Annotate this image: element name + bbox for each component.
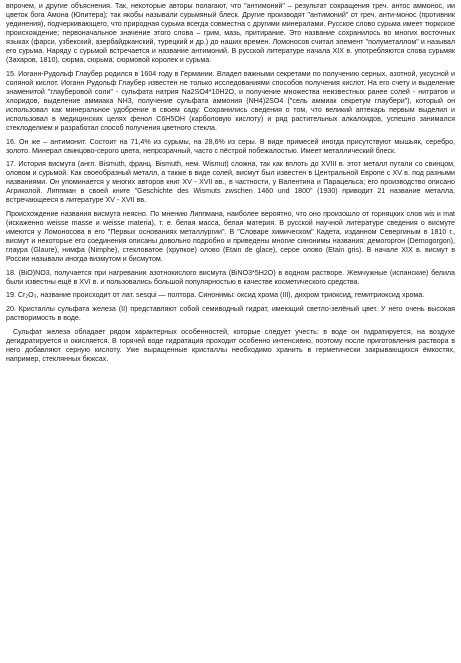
paragraph-bismuth-name-origin: Происхождение названия висмута неясно. По мнению Липпмана, наиболее вероятно, что оно произошло от горняцких слов wis и mat (искаженно weisse masse и weisse materia), т. е. белая масса, белая материя. В русской научной литературе сведения о висмуте имеются у Ломоносова в его "Первых основаниях металлургии". В "Словаре химическом" Кадета, изданном Севергиным в 1810 г., висмут и некоторые его соединения описаны довольно подробно и приведены многие синонимы названия: демогоргон (Demogorgon), глаура (Glaure), нимфа (Nimphe), стекловатое (хрупкое) олово (Etain de glace), серое олово (Etain gris). В начале XIX в. висмут в России называли иногда визмутом и бисмутом. — [6, 209, 455, 264]
note-18-bismuth-white: 18. (BiO)NO3, получается при нагревании азотнокислого висмута (BiNO3*5H2O) в водном растворе. Жемчужные (испанские) белила были известны ещё в XVI в. и пользовались большой популярностью в качестве косметического средства. — [6, 268, 455, 286]
note-20-iron-sulfate: 20. Кристаллы сульфата железа (II) представляют собой семиводный гидрат, имеющий светло-зелёный цвет. У него очень высокая растворимость в воде. — [6, 304, 455, 322]
note-19-chromium-oxide: 19. Cr₂O₃, название происходит от лат. sesqui — полтора. Синонимы: оксид хрома (III), дихром триоксид, гемитриоксид хрома. — [6, 291, 425, 300]
note-15-glauber: 15. Иоганн-Рудольф Глаубер родился в 1604 году в Германии. Владел важными секретами по получению серных, азотной, уксусной и соляной кислот. Иоганн Рудольф Глаубер известен не только исследованиями способов получения кислот. На его счету и выделение знаменитой "глауберовой соли" - сульфата натрия Na2SO4*10H2O, и получение множества неизвестных ранее солей - нитратов и хлоридов, выделение аммиака NH3, получение сульфата аммония (NH4)2SO4 ("сель аммиак секретум глаубери"), который он использовал как минеральное удобрение в своем саду. Сохранились сведения о том, что великий аптекарь первым выделил и использовал в медицинских целях фенол C6H5OH (карболовую кислоту) и ряд растительных алкалоидов, успешно занимался стеклоделием и разработал способ получения цветного стекла. — [6, 69, 455, 133]
note-16-antimonite: 16. Он же – антимонит. Состоит на 71,4% из сурьмы, на 28,6% из серы. В виде примесей иногда присутствуют мышьяк, серебро, золото. Минерал свинцово-серого цвета, непрозрачный, часто с пёстрой побежалостью. Имеет металлический блеск. — [6, 137, 455, 155]
paragraph-antimony-etymology: впрочем, и другие объяснения. Так, некоторые авторы полагают, что "антимоний" – результат сокращения греч. антос аммонос, ии цветок бога Амона (Юпитера); так якобы называли сурьмяный блеск. Другие производят "антимоний" от греч. анти-монос (противник уединения), подчеркивающего, что природная сурьма всегда совместна с другими минералами. Русское слово сурьма имеет тюркское происхождение; первоначальное значение этого слова – грим, мазь, притирание. Это название сохранилось во многих восточных языках (фарси, узбекский, азербайджанский, турецкий и др.) до наших времен. Ломоносов считал элемент "полуметаллом" и называл его сурьма. Наряду с сурьмой встречается и название антимоний. В русской литературе начала XIX в. употребляются слова сурьмяк (Захаров, 1810), сюрма, сюрьма, сюрмовой королек и сурьма. — [6, 2, 455, 65]
note-17-bismuth-history: 17. История висмута (англ. Bismuth, франц. Bismuth, нем. Wismut) сложна, так как вплоть до XVIII в. этот металл путали со свинцом, оловом и сурьмой. Как своеобразный металл, а также в виде солей, висмут был известен в Центральной Европе с XV в. под разными названиями. Он упоминается у многих авторов книг XV - XVII вв., в частности, у Валентина и Парацельса; его производство описано Агриколой. Липпман в своей книге "Geschichte des Wismuts zwschen 1460 und 1800" (1930) приводит 21 название металла, встречающееся в литературе XV - XVII вв. — [6, 160, 455, 205]
paragraph-iron-sulfate-properties: Сульфат железа обладает рядом характерных особенностей, которые следует учесть: в воде он гидратируется, на воздухе дегидратируется и окисляется. В горячей воде гидратация проходит особенно интенсивно, поэтому после приготовления раствора в него добавляют серную кислоту. Уже выращенные кристаллы необходимо хранить в герметически закрывающихся ёмкостях, например, стеклянных бюксах. — [6, 327, 455, 363]
